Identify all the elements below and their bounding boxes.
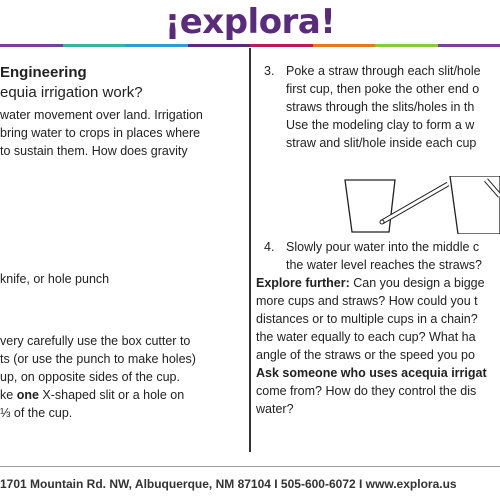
step1-line: up, on opposite sides of the cup. xyxy=(0,370,180,384)
intro-line: bring water to crops in places where xyxy=(0,126,201,140)
step2-line: ⅓ of the cup. xyxy=(0,406,73,420)
step-number: 3. xyxy=(264,64,275,78)
intro-line: to sustain them. How does gravity xyxy=(0,144,188,158)
stripe-segment xyxy=(0,44,63,47)
footer-address: 1701 Mountain Rd. NW, Albuquerque, NM 87104 I 505-600-6072 I www.explora.us xyxy=(0,477,457,491)
step-3 xyxy=(256,62,500,152)
step-4 xyxy=(256,238,500,274)
activity-title: Engineering xyxy=(0,64,87,81)
explore-text: more cups and straws? How could you t xyxy=(256,294,478,308)
ask-text: water? xyxy=(256,402,294,416)
stripe-segment xyxy=(63,44,126,47)
explore-text: the water equally to each cup? What ha xyxy=(256,330,476,344)
step2-bold-one: one xyxy=(16,388,39,402)
explore-text: Can you design a bigge xyxy=(349,276,485,290)
step2-line xyxy=(0,386,248,404)
cups-and-straw-illustration xyxy=(340,176,500,234)
explore-text: distances or to multiple cups in a chain? xyxy=(256,312,478,326)
column-divider xyxy=(249,48,251,452)
step1-line: very carefully use the box cutter to xyxy=(0,334,191,348)
footer xyxy=(0,470,500,500)
explore-text: angle of the straws or the speed you po xyxy=(256,348,475,362)
activity-question: equia irrigation work? xyxy=(0,84,143,101)
step-number: 4. xyxy=(264,240,275,254)
step-4-line: the water level reaches the straws? xyxy=(286,258,482,272)
step-3-line: first cup, then poke the other end o xyxy=(286,82,480,96)
step2-prefix: ke xyxy=(0,388,17,402)
stripe-segment xyxy=(250,44,313,47)
ask-text: come from? How do they control the dis xyxy=(256,384,477,398)
step-3-line: Use the modeling clay to form a w xyxy=(286,118,475,132)
stripe-segment xyxy=(313,44,376,47)
step-3-line: Poke a straw through each slit/hole xyxy=(286,64,481,78)
materials-line: knife, or hole punch xyxy=(0,272,110,286)
left-cup-icon xyxy=(345,180,395,232)
ask-label: Ask someone who uses acequia irrigat xyxy=(256,366,487,380)
stripe-segment xyxy=(375,44,438,47)
step1-line: ts (or use the punch to make holes) xyxy=(0,352,196,366)
intro-line: water movement over land. Irrigation xyxy=(0,108,203,122)
straw-icon xyxy=(380,184,448,224)
step-4-line: Slowly pour water into the middle c xyxy=(286,240,480,254)
stripe-segment xyxy=(188,44,251,47)
footer-divider xyxy=(0,466,500,467)
left-column xyxy=(0,64,248,422)
explore-further-label: Explore further: xyxy=(256,276,350,290)
explore-further-line xyxy=(256,274,500,292)
step-3-line: straws through the slits/holes in th xyxy=(286,100,475,114)
stripe-segment xyxy=(125,44,188,47)
stripe-segment xyxy=(438,44,500,47)
step-3-line: straw and slit/hole inside each cup xyxy=(286,136,477,150)
right-column xyxy=(256,62,500,418)
step2-rest: X-shaped slit or a hole on xyxy=(38,388,185,402)
second-straw-icon xyxy=(486,180,500,196)
explora-logo: ¡explora! xyxy=(164,2,336,42)
ask-line xyxy=(256,364,500,382)
step-3-text xyxy=(286,62,500,152)
header xyxy=(0,0,500,46)
